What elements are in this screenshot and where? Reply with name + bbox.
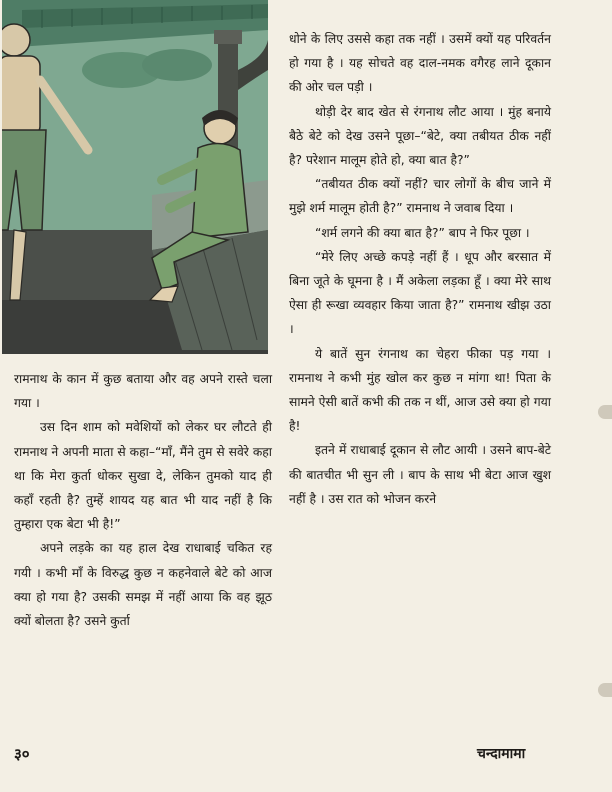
right-paragraph-5: “मेरे लिए अच्छे कपड़े नहीं हैं । धूप और बरसात में बिना जूते के घूमना है । मैं अकेला लड़का हूँ । क्या मेरे साथ ऐसा ही रूखा व्यवहार किया जाता है?” रामनाथ खीझ उठा । (289, 249, 551, 337)
magazine-name: चन्दामामा (477, 746, 526, 762)
story-illustration (2, 0, 268, 354)
right-paragraph-1: धोने के लिए उससे कहा तक नहीं । उसमें क्यों यह परिवर्तन हो गया है । यह सोचते वह दाल-नमक वगैरह लाने दूकान की ओर चल पड़ी । (289, 32, 551, 95)
right-paragraph-2: थोड़ी देर बाद खेत से रंगनाथ लौट आया । मुंह बनाये बैठे बेटे को देख उसने पूछा–“बेटे, क्या तबीयत ठीक नहीं है? परेशान मालूम होते हो, क्या बात है?” (289, 104, 551, 168)
left-paragraph-1: रामनाथ के कान में कुछ बताया और वह अपने रास्ते चला गया । (14, 372, 272, 411)
illustration-drawing (2, 0, 268, 354)
left-paragraph-3: अपने लड़के का यह हाल देख राधाबाई चकित रह गयी । कभी माँ के विरुद्ध कुछ न कहनेवाले बेटे को आज क्या हो गया है? उसकी समझ में नहीं आया कि वह झूठ क्यों बोलता है? उसने कुर्ता (14, 541, 272, 629)
right-paragraph-3: “तबीयत ठीक क्यों नहीं? चार लोगों के बीच जाने में मुझे शर्म मालूम होती है?” रामनाथ ने जवाब दिया । (289, 177, 551, 216)
right-paragraph-6: ये बातें सुन रंगनाथ का चेहरा फीका पड़ गया । रामनाथ ने कभी मुंह खोल कर कुछ न मांगा था! पिता के सामने ऐसी बातें कभी की तक न थीं, आज उसे क्या हो गया है! (289, 346, 551, 434)
page-edge-mark (598, 405, 612, 419)
left-column-text (14, 367, 272, 633)
right-paragraph-4: “शर्म लगने की क्या बात है?” बाप ने फिर पूछा । (315, 225, 530, 240)
right-paragraph-7: इतने में राधाबाई दूकान से लौट आयी । उसने बाप-बेटे की बातचीत भी सुन ली । बाप के साथ भी बेटा आज खुश नहीं है । उस रात को भोजन करने (289, 443, 551, 506)
right-column-text (289, 27, 551, 511)
page-number: ३० (14, 745, 30, 763)
page-edge-mark (598, 683, 612, 697)
left-paragraph-2: उस दिन शाम को मवेशियों को लेकर घर लौटते ही रामनाथ ने अपनी माता से कहा–“माँ, मैंने तुम से सवेरे कहा था कि मेरा कुर्ता धोकर सुखा दे, लेकिन तुमको याद ही कहाँ रहती है? तुम्हें शायद यह बात भी याद नहीं है कि तुम्हारा एक बेटा भी है!” (14, 420, 272, 532)
